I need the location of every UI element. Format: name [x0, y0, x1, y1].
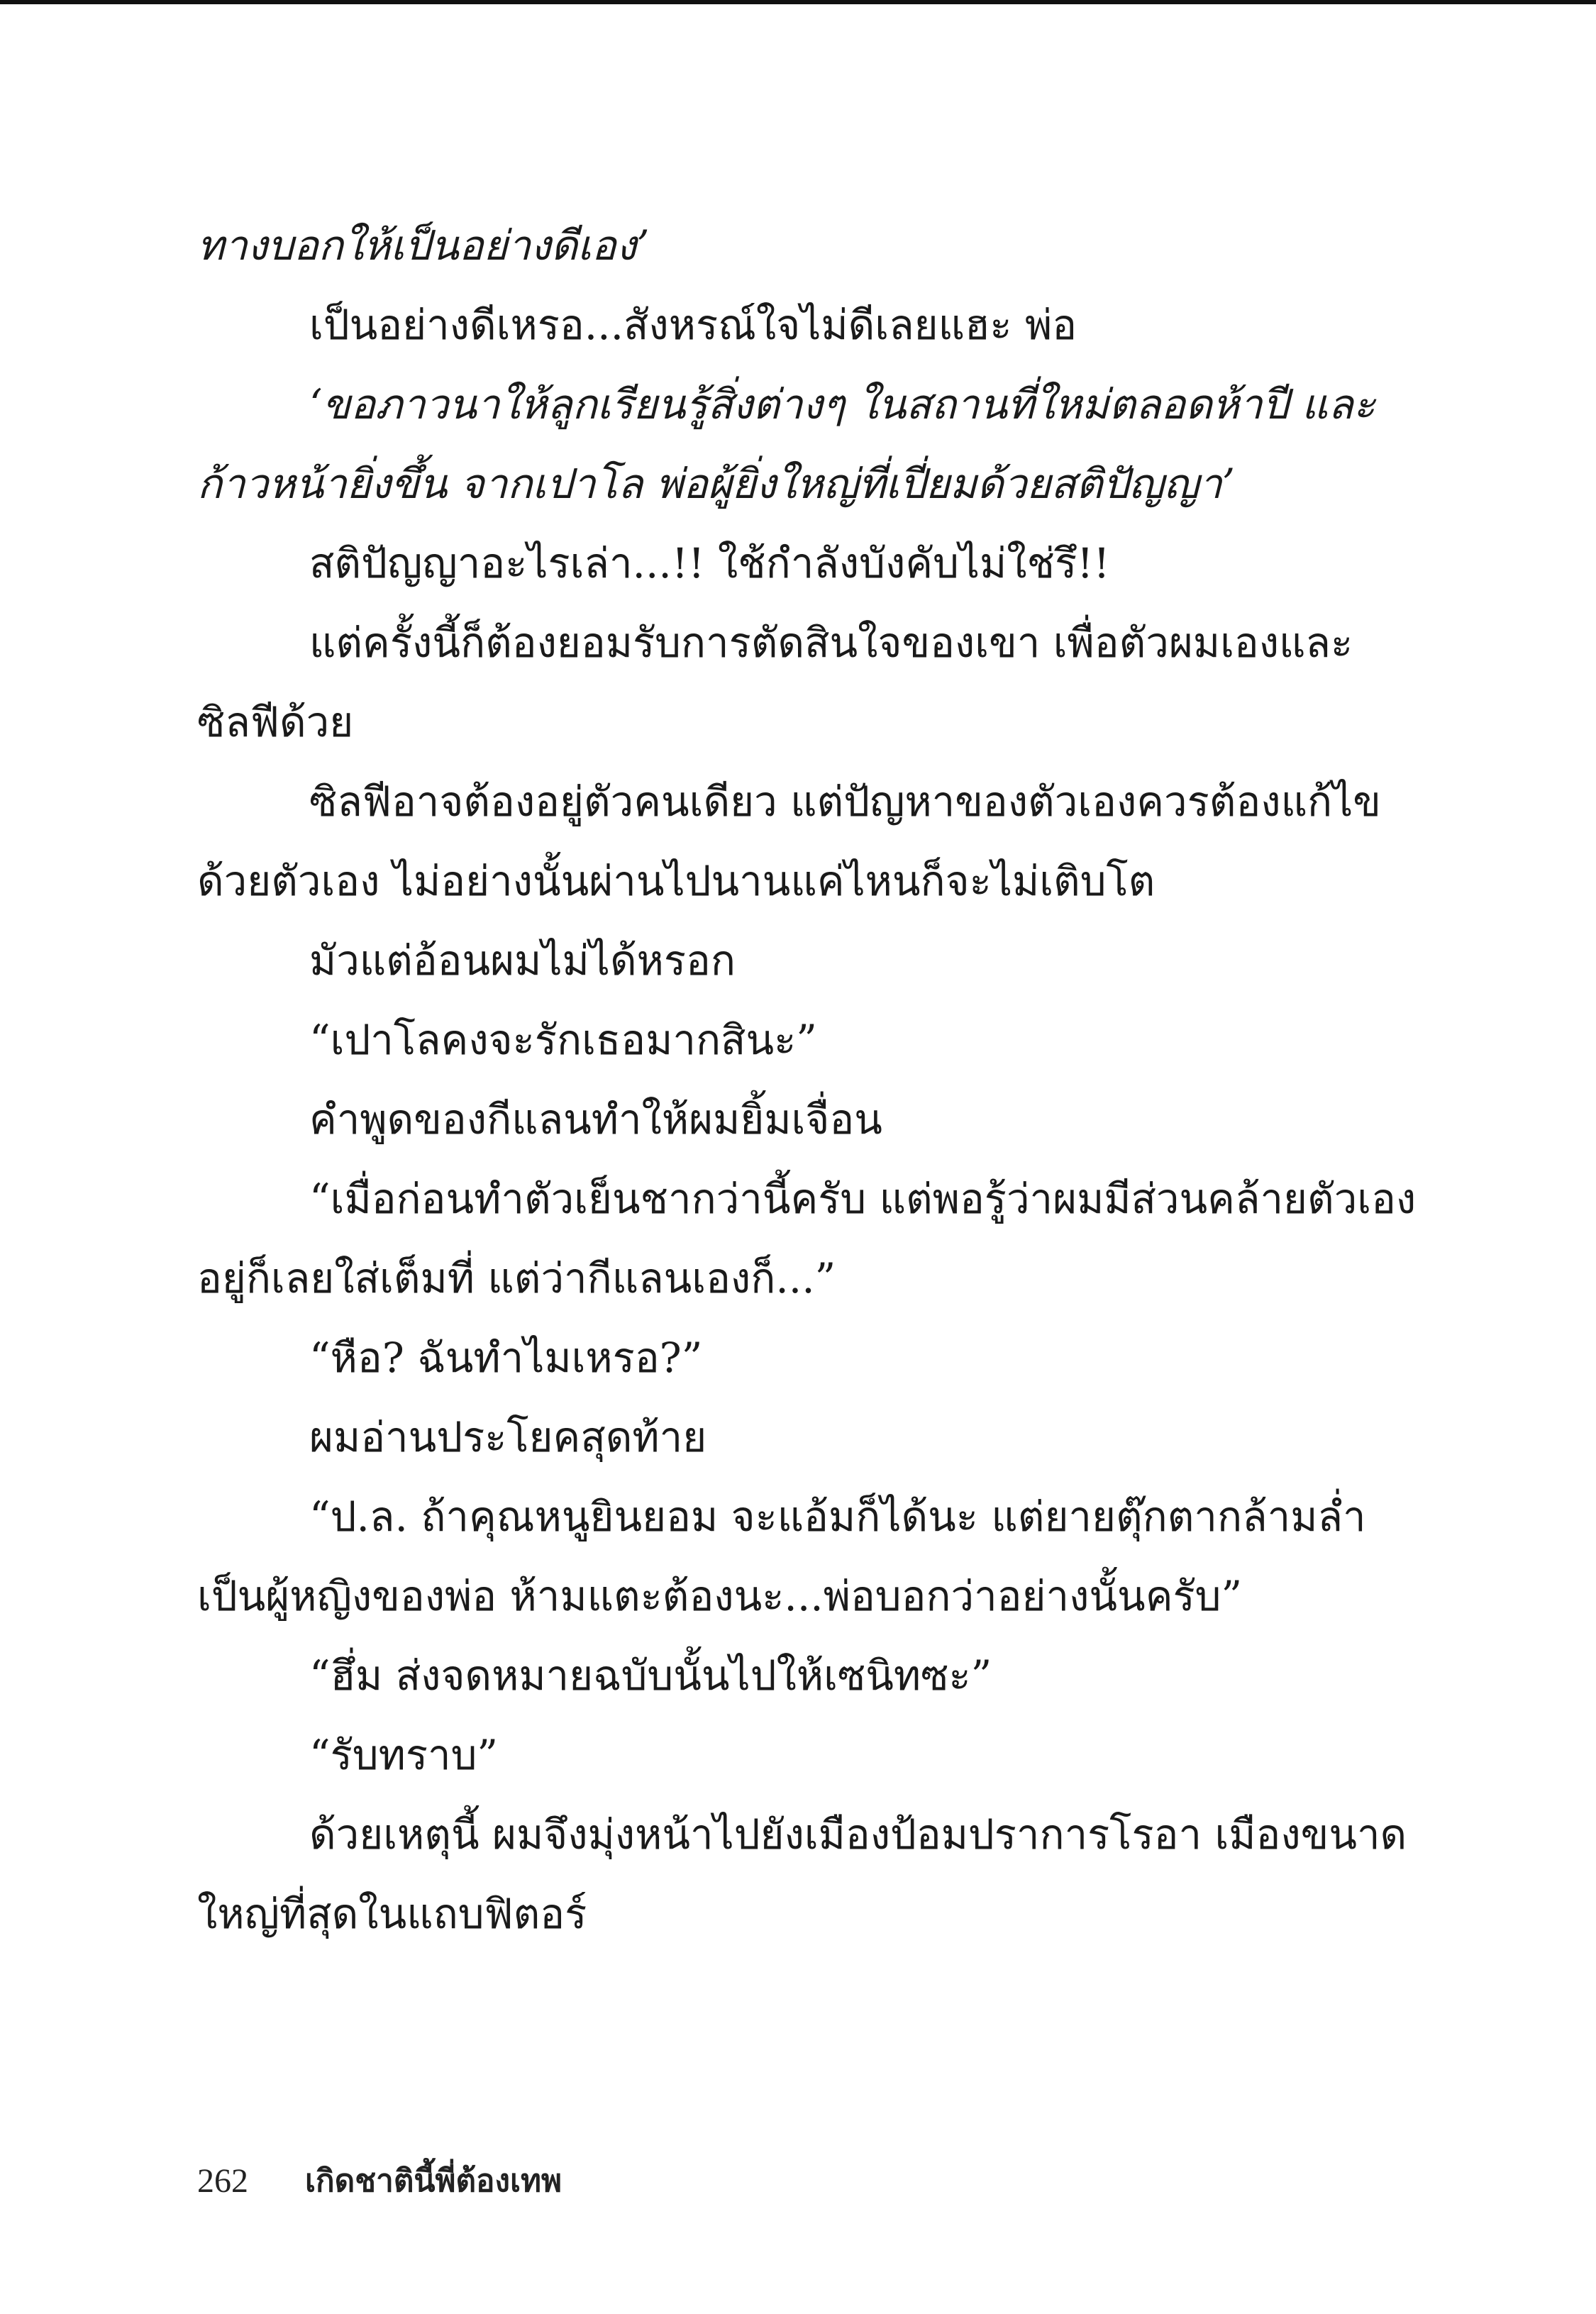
- text-line: ทางบอกให้เป็นอย่างดีเอง’: [197, 221, 650, 270]
- text-line: คำพูดของกีแลนทำให้ผมยิ้มเจื่อน: [309, 1095, 882, 1144]
- text-line: ด้วยเหตุนี้ ผมจึงมุ่งหน้าไปยังเมืองป้อมปราการโรอา เมืองขนาด: [309, 1810, 1407, 1859]
- text-line: มัวแต่อ้อนผมไม่ได้หรอก: [309, 936, 736, 985]
- text-line: ซิลฟีด้วย: [197, 698, 354, 746]
- text-line: “หือ? ฉันทำไมเหรอ?”: [309, 1334, 703, 1382]
- text-line: ด้วยตัวเอง ไม่อย่างนั้นผ่านไปนานแค่ไหนก็จะไม่เติบโต: [197, 857, 1156, 905]
- text-line: แต่ครั้งนี้ก็ต้องยอมรับการตัดสินใจของเขา เพื่อตัวผมเองและ: [309, 619, 1353, 667]
- page-number: 262: [197, 2162, 248, 2200]
- text-line: สติปัญญาอะไรเล่า...!! ใช้กำลังบังคับไม่ใช่รึ!!: [309, 539, 1110, 587]
- text-line: ใหญ่ที่สุดในแถบฟิตอร์: [197, 1890, 587, 1938]
- top-border-rule: [0, 0, 1596, 4]
- text-line: อยู่ก็เลยใส่เต็มที่ แต่ว่ากีแลนเองก็...”: [197, 1254, 836, 1302]
- text-line: “ฮึ่ม ส่งจดหมายฉบับนั้นไปให้เซนิทซะ”: [309, 1651, 992, 1700]
- page-footer: [197, 2157, 563, 2206]
- text-line: “เมื่อก่อนทำตัวเย็นชากว่านี้ครับ แต่พอรู้ว่าผมมีส่วนคล้ายตัวเอง: [309, 1175, 1417, 1223]
- text-line: ผมอ่านประโยคสุดท้าย: [309, 1413, 707, 1461]
- running-title: เกิดชาตินี้พี่ต้องเทพ: [305, 2163, 563, 2199]
- text-line: เป็นอย่างดีเหรอ...สังหรณ์ใจไม่ดีเลยแฮะ พ่อ: [309, 301, 1077, 349]
- text-line: ซิลฟีอาจต้องอยู่ตัวคนเดียว แต่ปัญหาของตัวเองควรต้องแก้ไข: [309, 777, 1381, 826]
- text-line: เป็นผู้หญิงของพ่อ ห้ามแตะต้องนะ...พ่อบอกว่าอย่างนั้นครับ”: [197, 1572, 1243, 1620]
- text-line: ‘ขอภาวนาให้ลูกเรียนรู้สิ่งต่างๆ ในสถานที่ใหม่ตลอดห้าปี และ: [309, 380, 1375, 428]
- text-line: “เปาโลคงจะรักเธอมากสินะ”: [309, 1016, 817, 1064]
- text-line: “ป.ล. ถ้าคุณหนูยินยอม จะแอ้มก็ได้นะ แต่ยายตุ๊กตากล้ามล่ำ: [309, 1493, 1366, 1541]
- text-line: ก้าวหน้ายิ่งขึ้น จากเปาโล พ่อผู้ยิ่งใหญ่ที่เปี่ยมด้วยสติปัญญา’: [197, 460, 1236, 508]
- text-line: “รับทราบ”: [309, 1731, 499, 1779]
